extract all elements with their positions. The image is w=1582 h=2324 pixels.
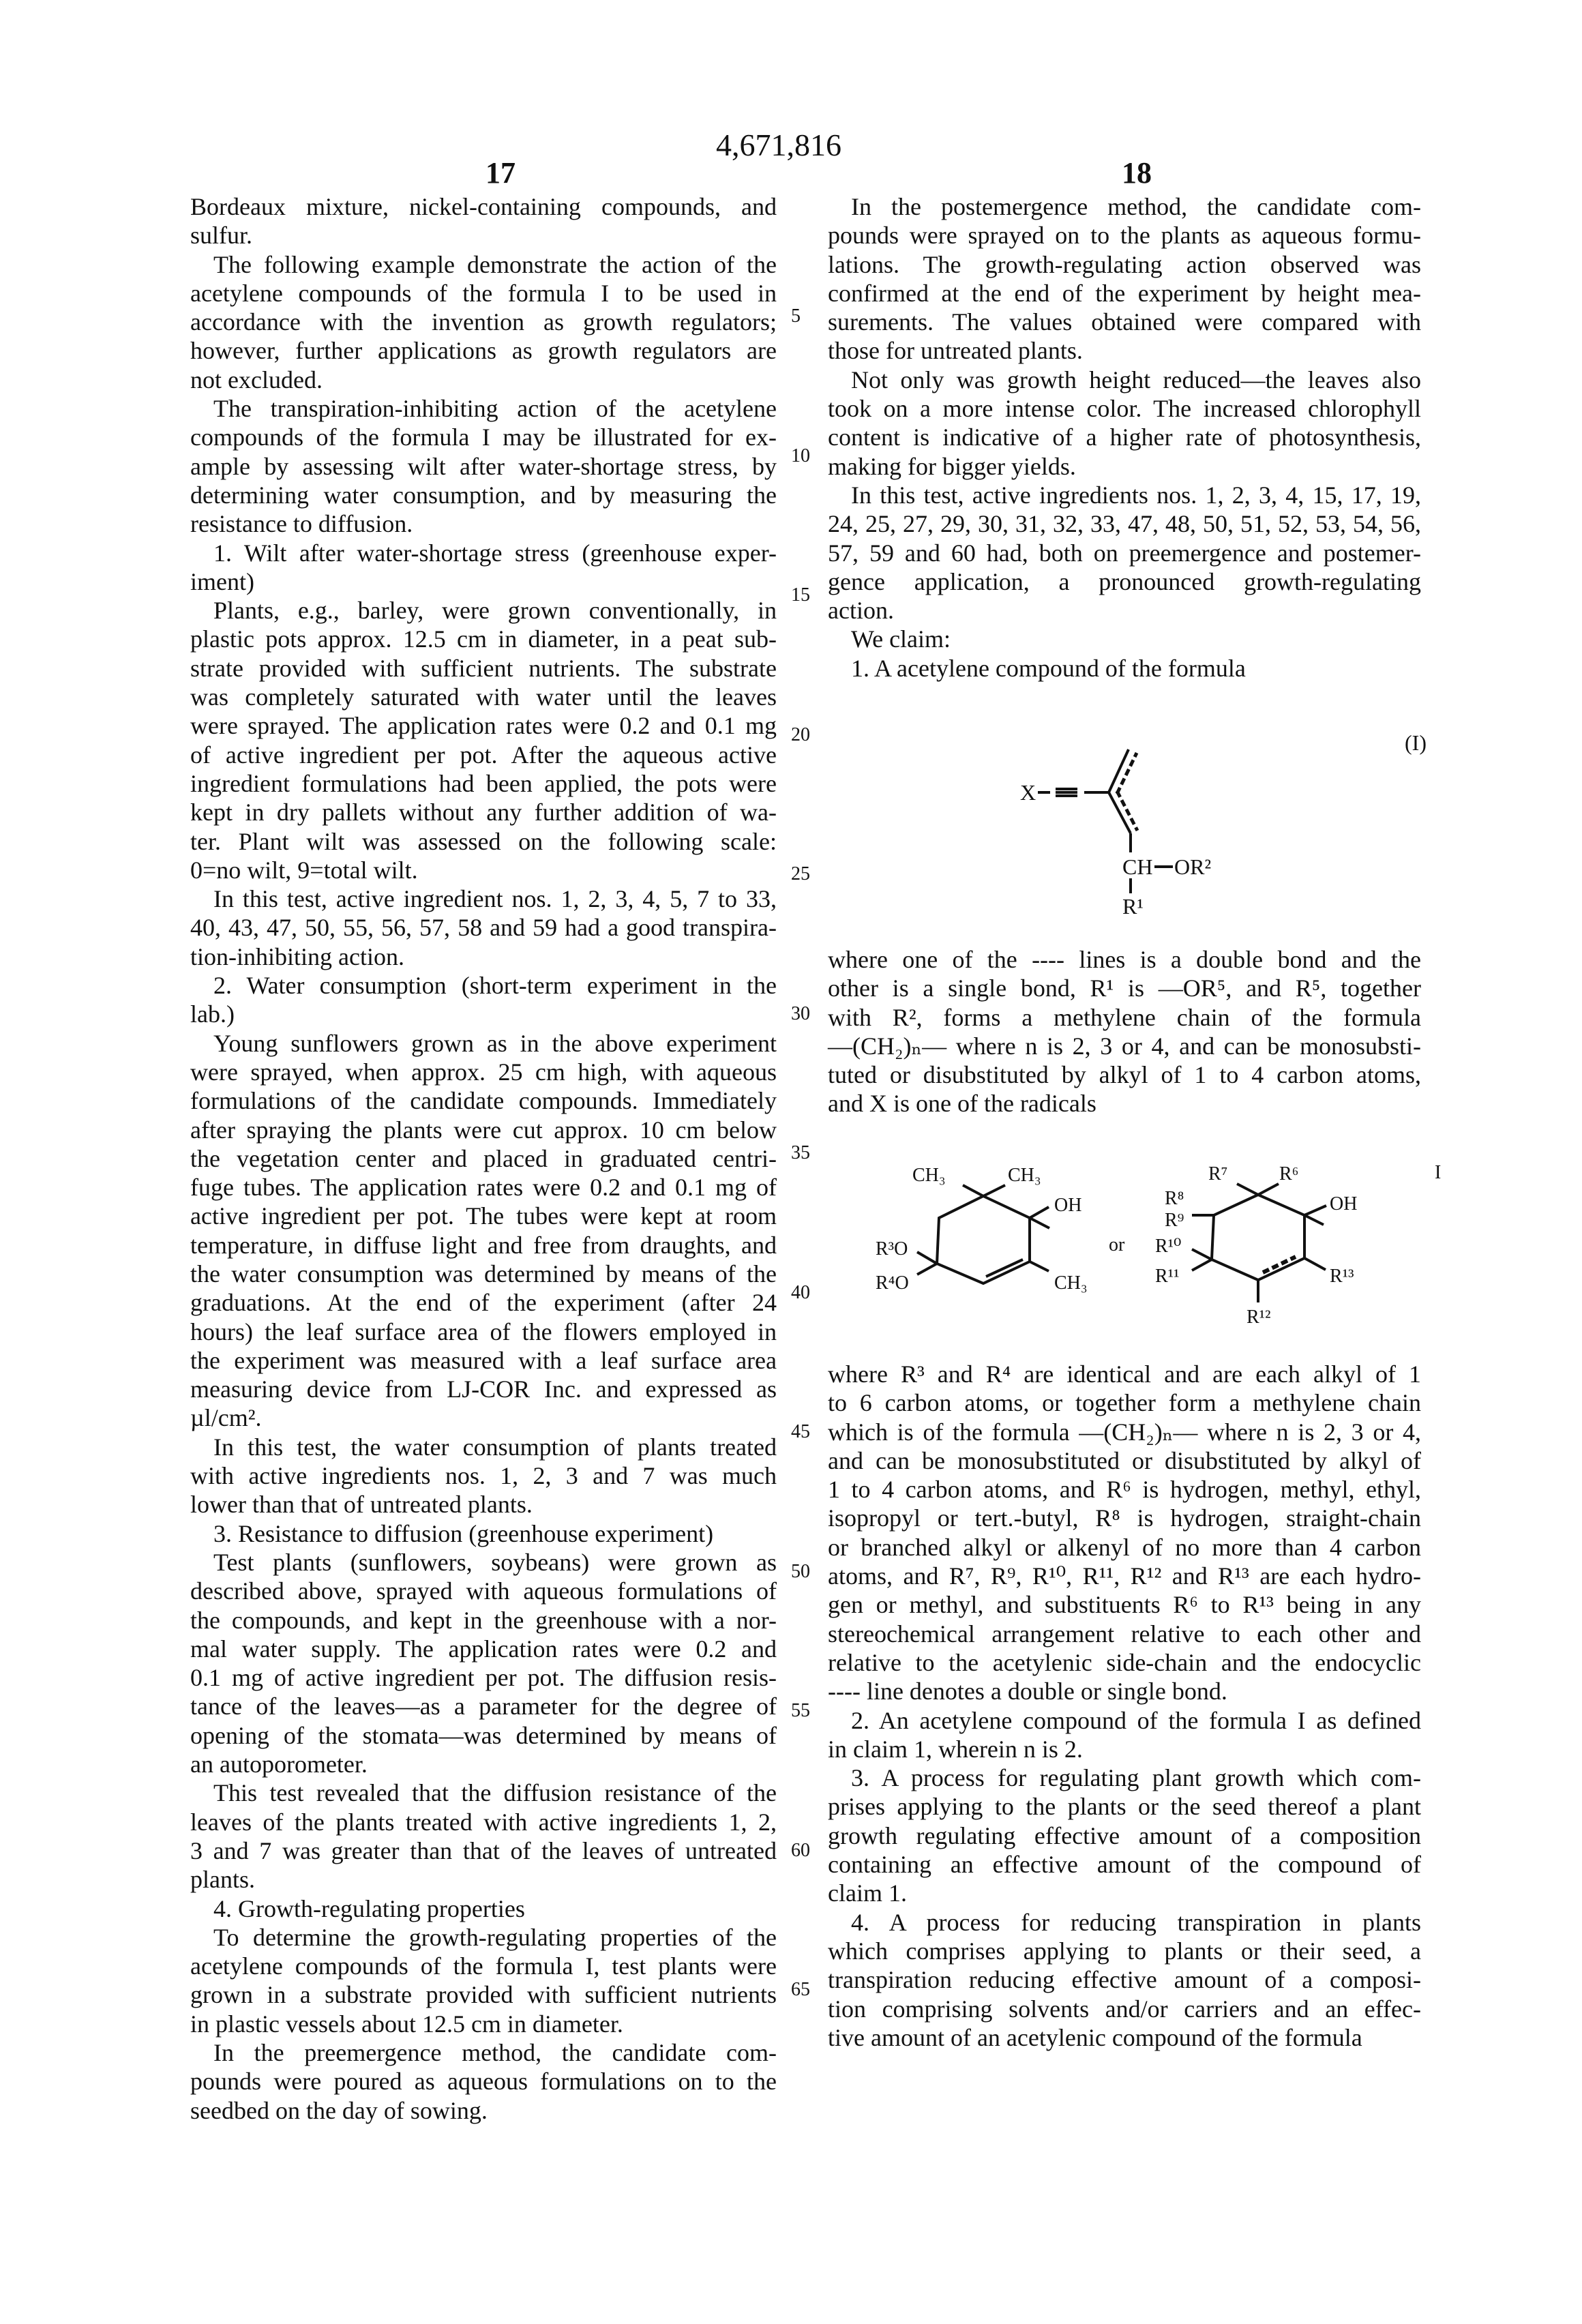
- text-line: in claim 1, wherein n is 2.: [828, 1735, 1421, 1763]
- r8-label: R⁸: [1165, 1188, 1184, 1209]
- line-number: 50: [791, 1561, 810, 1583]
- line-number: 20: [791, 724, 810, 746]
- text-line: 1 to 4 carbon atoms, and R⁶ is hydrogen, methyl, ethyl,: [828, 1475, 1421, 1504]
- text-line: tuted or disubstituted by alkyl of 1 to 4 carbon atoms,: [828, 1060, 1421, 1089]
- text-line: after spraying the plants were cut approx. 10 cm below: [190, 1116, 777, 1144]
- text-line: temperature, in diffuse light and free from draughts, and: [190, 1231, 777, 1260]
- text-line: accordance with the invention as growth regulators;: [190, 308, 777, 336]
- text-line: which comprises applying to plants or their seed, a: [828, 1937, 1421, 1965]
- text-line: and X is one of the radicals: [828, 1089, 1421, 1118]
- formula-2-label: I: [1435, 1162, 1441, 1183]
- text-line: 24, 25, 27, 29, 30, 31, 32, 33, 47, 48, 50, 51, 52, 53, 54, 56,: [828, 509, 1421, 538]
- radical-structure-1: [917, 1185, 1049, 1283]
- text-line: Young sunflowers grown as in the above experiment: [190, 1029, 777, 1058]
- text-line: mal water supply. The application rates were 0.2 and: [190, 1635, 777, 1663]
- text-line: the compounds, and kept in the greenhouse with a nor-: [190, 1606, 777, 1635]
- text-line: or branched alkyl or alkenyl of no more than 4 carbon: [828, 1533, 1421, 1562]
- text-line: 4. Growth-regulating properties: [190, 1894, 777, 1923]
- text-line: 3. Resistance to diffusion (greenhouse experiment): [190, 1519, 777, 1548]
- text-line: confirmed at the end of the experiment by height mea-: [828, 279, 1421, 308]
- ch3-label-3: CH₃: [1054, 1272, 1088, 1294]
- text-line: pounds were sprayed on to the plants as aqueous formu-: [828, 221, 1421, 250]
- text-line: other is a single bond, R¹ is —OR⁵, and R⁵, together: [828, 974, 1421, 1002]
- text-line: lab.): [190, 1000, 777, 1028]
- text-line: resistance to diffusion.: [190, 509, 777, 538]
- ch3-label-2: CH₃: [1008, 1165, 1041, 1186]
- text-line: relative to the acetylenic side-chain and the endocyclic: [828, 1648, 1421, 1677]
- r3o-label: R³O: [876, 1238, 908, 1260]
- r9-label: R⁹: [1165, 1210, 1184, 1231]
- formula-1-or2: OR²: [1174, 854, 1211, 879]
- formula-1-label: (I): [1405, 730, 1427, 755]
- text-line: lower than that of untreated plants.: [190, 1490, 777, 1519]
- text-line: claim 1.: [828, 1879, 1421, 1907]
- r12-label: R¹²: [1247, 1307, 1270, 1328]
- text-line: with R², forms a methylene chain of the formula: [828, 1003, 1421, 1032]
- text-line: transpiration reducing effective amount of a composi-: [828, 1965, 1421, 1994]
- text-line: 0=no wilt, 9=total wilt.: [190, 856, 777, 884]
- oh-label-1: OH: [1054, 1195, 1081, 1216]
- text-line: described above, sprayed with aqueous formulations of: [190, 1577, 777, 1605]
- text-line: and can be monosubstituted or disubstituted by alkyl of: [828, 1446, 1421, 1475]
- text-line: The following example demonstrate the action of the: [190, 250, 777, 279]
- text-line: iment): [190, 567, 777, 596]
- text-line: We claim:: [828, 625, 1421, 653]
- text-line: atoms, and R⁷, R⁹, R¹⁰, R¹¹, R¹² and R¹³ are each hydro-: [828, 1562, 1421, 1590]
- text-line: took on a more intense color. The increased chlorophyll: [828, 394, 1421, 423]
- line-number: 65: [791, 1979, 810, 2001]
- text-line: not excluded.: [190, 366, 777, 394]
- text-line: Plants, e.g., barley, were grown conventionally, in: [190, 596, 777, 625]
- text-line: In this test, the water consumption of plants treated: [190, 1433, 777, 1461]
- text-line: leaves of the plants treated with active ingredients 1, 2,: [190, 1808, 777, 1836]
- text-line: 0.1 mg of active ingredient per pot. The diffusion resis-: [190, 1663, 777, 1692]
- text-line: the vegetation center and placed in graduated centri-: [190, 1144, 777, 1173]
- text-line: acetylene compounds of the formula I to be used in: [190, 279, 777, 308]
- text-line: 3 and 7 was greater than that of the leaves of untreated: [190, 1836, 777, 1865]
- chemical-structures: [0, 0, 1582, 2324]
- text-line: plants.: [190, 1865, 777, 1894]
- text-line: In the postemergence method, the candidate com-: [828, 192, 1421, 221]
- text-line: ingredient formulations had been applied, the pots were: [190, 769, 777, 798]
- text-line: with active ingredients nos. 1, 2, 3 and 7 was much: [190, 1461, 777, 1490]
- text-line: 2. An acetylene compound of the formula I as defined: [828, 1706, 1421, 1735]
- line-number: 35: [791, 1142, 810, 1164]
- r6-label: R⁶: [1279, 1163, 1298, 1185]
- text-line: ter. Plant wilt was assessed on the following scale:: [190, 827, 777, 856]
- text-line: growth regulating effective amount of a composition: [828, 1821, 1421, 1850]
- text-line: In the preemergence method, the candidate com-: [190, 2038, 777, 2067]
- text-line: 1. Wilt after water-shortage stress (greenhouse exper-: [190, 539, 777, 567]
- text-line: formulations of the candidate compounds. Immediately: [190, 1086, 777, 1115]
- line-number: 25: [791, 863, 810, 885]
- text-line: were sprayed. The application rates were 0.2 and 0.1 mg: [190, 711, 777, 740]
- text-line: lations. The growth-regulating action observed was: [828, 250, 1421, 279]
- text-line: strate provided with sufficient nutrients. The substrate: [190, 654, 777, 683]
- text-line: To determine the growth-regulating properties of the: [190, 1923, 777, 1952]
- text-line: determining water consumption, and by measuring the: [190, 481, 777, 509]
- text-line: measuring device from LJ-COR Inc. and expressed as: [190, 1375, 777, 1403]
- text-line: This test revealed that the diffusion resistance of the: [190, 1778, 777, 1807]
- text-line: gence application, a pronounced growth-regulating: [828, 567, 1421, 596]
- text-line: In this test, active ingredient nos. 1, 2, 3, 4, 5, 7 to 33,: [190, 884, 777, 913]
- text-line: those for untreated plants.: [828, 336, 1421, 365]
- r4o-label: R⁴O: [876, 1272, 909, 1294]
- or-label: or: [1109, 1234, 1125, 1255]
- text-line: kept in dry pallets without any further addition of wa-: [190, 798, 777, 826]
- text-line: an autoporometer.: [190, 1750, 777, 1778]
- text-line: In this test, active ingredients nos. 1, 2, 3, 4, 15, 17, 19,: [828, 481, 1421, 509]
- text-line: Not only was growth height reduced—the leaves also: [828, 366, 1421, 394]
- line-number: 10: [791, 445, 810, 467]
- formula-1-ch: CH: [1122, 854, 1152, 879]
- text-line: 3. A process for regulating plant growth which com-: [828, 1763, 1421, 1792]
- text-line: 1. A acetylene compound of the formula: [828, 654, 1421, 683]
- formula-1-x: X: [1020, 780, 1036, 805]
- text-line: Test plants (sunflowers, soybeans) were grown as: [190, 1548, 777, 1577]
- text-line: fuge tubes. The application rates were 0.2 and 0.1 mg of: [190, 1173, 777, 1202]
- text-line: stereochemical arrangement relative to each other and: [828, 1620, 1421, 1648]
- text-line: containing an effective amount of the compound of: [828, 1850, 1421, 1879]
- text-line: opening of the stomata—was determined by means of: [190, 1721, 777, 1750]
- line-number: 55: [791, 1700, 810, 1722]
- text-line: however, further applications as growth regulators are: [190, 336, 777, 365]
- text-line: seedbed on the day of sowing.: [190, 2096, 777, 2125]
- text-line: tive amount of an acetylenic compound of the formula: [828, 2023, 1421, 2052]
- text-line: were sprayed, when approx. 25 cm high, with aqueous: [190, 1058, 777, 1086]
- text-line: in plastic vessels about 12.5 cm in diameter.: [190, 2010, 777, 2038]
- text-line: making for bigger yields.: [828, 452, 1421, 481]
- r7-label: R⁷: [1208, 1163, 1227, 1185]
- text-line: Bordeaux mixture, nickel-containing compounds, and: [190, 192, 777, 221]
- text-line: graduations. At the end of the experiment (after 24: [190, 1288, 777, 1317]
- line-number: 45: [791, 1421, 810, 1443]
- text-line: tance of the leaves—as a parameter for the degree of: [190, 1692, 777, 1720]
- text-line: acetylene compounds of the formula I, test plants were: [190, 1952, 777, 1980]
- ch3-label-1: CH₃: [912, 1165, 946, 1186]
- page-number-left: 17: [486, 155, 516, 190]
- text-line: tion comprising solvents and/or carriers and an effec-: [828, 1995, 1421, 2023]
- text-line: of active ingredient per pot. After the aqueous active: [190, 741, 777, 769]
- text-line: 2. Water consumption (short-term experiment in the: [190, 971, 777, 1000]
- text-line: 40, 43, 47, 50, 55, 56, 57, 58 and 59 had a good transpira-: [190, 913, 777, 942]
- text-line: —(CH₂)ₙ— where n is 2, 3 or 4, and can be monosubsti-: [828, 1032, 1421, 1060]
- text-line: µl/cm².: [190, 1403, 777, 1432]
- line-number: 30: [791, 1003, 810, 1025]
- text-line: active ingredient per pot. The tubes were kept at room: [190, 1202, 777, 1230]
- text-line: hours) the leaf surface area of the flowers employed in: [190, 1317, 777, 1346]
- text-line: 4. A process for reducing transpiration in plants: [828, 1908, 1421, 1937]
- text-line: sulfur.: [190, 221, 777, 250]
- text-line: content is indicative of a higher rate of photosynthesis,: [828, 423, 1421, 451]
- formula-1-r1: R¹: [1122, 894, 1144, 919]
- oh-label-2: OH: [1330, 1193, 1357, 1215]
- text-line: prises applying to the plants or the seed thereof a plant: [828, 1792, 1421, 1821]
- text-line: 57, 59 and 60 had, both on preemergence and postemer-: [828, 539, 1421, 567]
- patent-number: 4,671,816: [716, 127, 841, 163]
- text-line: pounds were poured as aqueous formulations on to the: [190, 2067, 777, 2096]
- text-line: the water consumption was determined by means of the: [190, 1260, 777, 1288]
- text-line: gen or methyl, and substituents R⁶ to R¹³ being in any: [828, 1590, 1421, 1619]
- text-line: plastic pots approx. 12.5 cm in diameter, in a peat sub-: [190, 625, 777, 653]
- text-line: tion-inhibiting action.: [190, 942, 777, 971]
- r13-label: R¹³: [1330, 1266, 1354, 1287]
- text-line: isopropyl or tert.-butyl, R⁸ is hydrogen, straight-chain: [828, 1504, 1421, 1532]
- text-line: where R³ and R⁴ are identical and are each alkyl of 1: [828, 1360, 1421, 1388]
- text-line: ample by assessing wilt after water-shortage stress, by: [190, 452, 777, 481]
- page-number-right: 18: [1122, 155, 1152, 190]
- text-line: to 6 carbon atoms, or together form a methylene chain: [828, 1388, 1421, 1417]
- text-line: action.: [828, 596, 1421, 625]
- radical-structure-2: [1192, 1184, 1326, 1302]
- text-line: compounds of the formula I may be illustrated for ex-: [190, 423, 777, 451]
- line-number: 40: [791, 1282, 810, 1304]
- line-number: 5: [791, 306, 801, 327]
- text-line: the experiment was measured with a leaf surface area: [190, 1346, 777, 1375]
- text-line: grown in a substrate provided with sufficient nutrients: [190, 1980, 777, 2009]
- text-line: was completely saturated with water until the leaves: [190, 683, 777, 711]
- text-line: The transpiration-inhibiting action of the acetylene: [190, 394, 777, 423]
- text-line: where one of the ---- lines is a double bond and the: [828, 945, 1421, 974]
- line-number: 15: [791, 584, 810, 606]
- r11-label: R¹¹: [1155, 1266, 1179, 1287]
- text-line: surements. The values obtained were compared with: [828, 308, 1421, 336]
- line-number: 60: [791, 1840, 810, 1862]
- text-line: ---- line denotes a double or single bond.: [828, 1677, 1421, 1705]
- text-line: which is of the formula —(CH₂)ₙ— where n is 2, 3 or 4,: [828, 1418, 1421, 1446]
- r10-label: R¹⁰: [1155, 1236, 1181, 1257]
